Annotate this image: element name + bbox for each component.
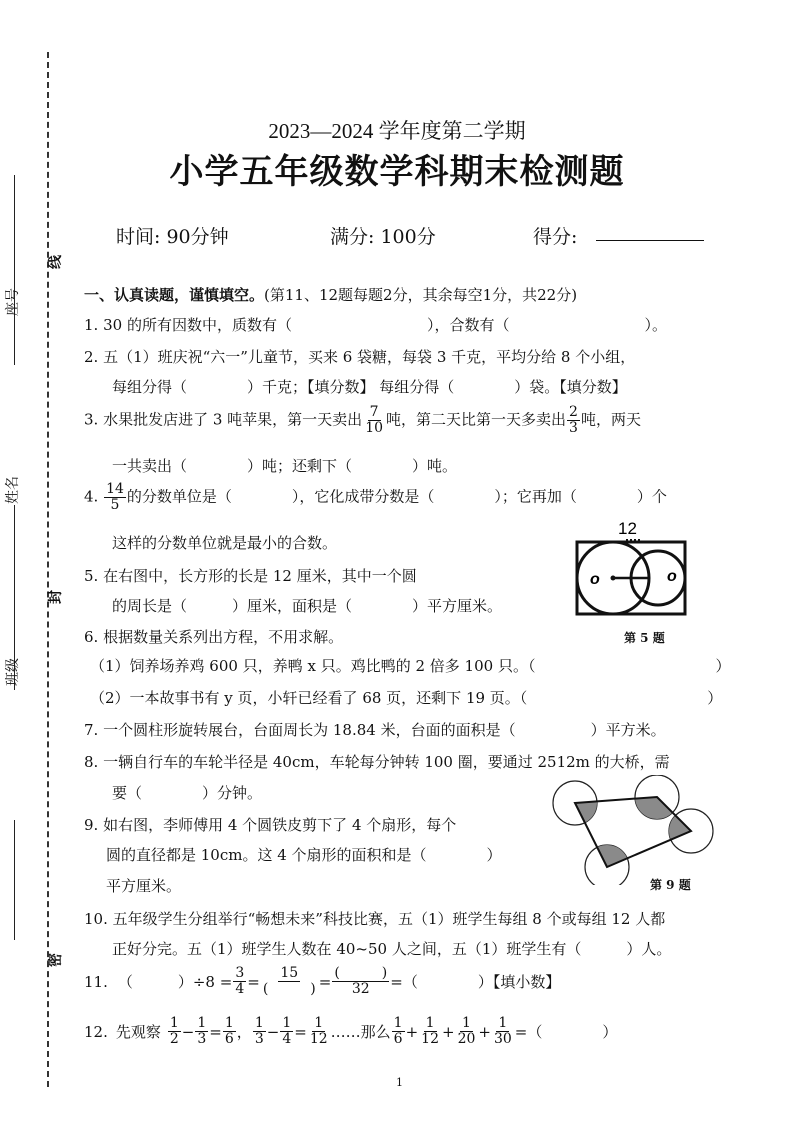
fraction: $\frac{14}{5}$	[106, 481, 124, 513]
figure-5	[568, 518, 694, 638]
question-number: 7.	[84, 721, 99, 739]
question-10-line-2: 正好分完。五（1）班学生人数在 40~50 人之间，五（1）班学生有（ ）人。	[112, 940, 672, 958]
question-2-line-2: 每组分得（ ）千克；【填分数】 每组分得（ ）袋。【填分数】	[112, 378, 627, 396]
question-8-line-2: 要（ ）分钟。	[112, 784, 263, 802]
question-text: 30 的所有因数中，质数有（ ），合数有（ ）。	[103, 316, 667, 334]
fraction: $\frac{15}{( )}$	[262, 965, 316, 997]
question-6-sub-2: （2）一本故事书有 y 页，小轩已经看了 68 页，还剩下 19 页。（ ）	[90, 689, 723, 707]
section-note: (第11、12题每题2分，其余每空1分，共22分)	[264, 286, 578, 304]
question-9-line-3: 平方厘米。	[106, 877, 182, 895]
question-number: 11.	[84, 972, 108, 991]
figure-9	[545, 775, 727, 885]
seal-char-secret: 密	[48, 953, 64, 967]
question-text: 五（1）班庆祝“六一”儿童节，买来 6 袋糖，每袋 3 千克，平均分给 8 个小组，	[103, 348, 636, 366]
seat-name-rule	[14, 175, 15, 365]
score-label: 得分:	[533, 226, 578, 248]
question-number: 5.	[84, 567, 99, 585]
section-title: 一、认真读题，谨慎填空。	[84, 286, 265, 304]
question-7: 7. 一个圆柱形旋转展台，台面周长为 18.84 米，台面的面积是（ ）平方米。	[84, 721, 666, 739]
question-9-line-2: 圆的直径都是 10cm。这 4 个扇形的面积和是（ ）	[106, 846, 502, 864]
question-4: 4. $\frac{14}{5}$ 的分数单位是（ ），它化成带分数是（ ）；它再加（ ）个	[84, 481, 667, 513]
question-10: 10. 五年级学生分组举行“畅想未来”科技比赛，五（1）班学生每组 8 个或每组 12 人都	[84, 910, 666, 928]
exam-time: 时间: 90分钟	[116, 226, 229, 248]
question-8: 8. 一辆自行车的车轮半径是 40cm，车轮每分钟转 100 圈，要通过 2512m 的大桥，需	[84, 753, 670, 771]
section-heading	[84, 284, 577, 305]
full-score: 满分: 100分	[330, 226, 436, 248]
question-5: 5. 在右图中，长方形的长是 12 厘米，其中一个圆	[84, 567, 417, 585]
question-number: 10.	[84, 910, 108, 928]
page-number: 1	[396, 1076, 403, 1089]
question-2	[84, 347, 635, 367]
question-1	[84, 315, 667, 335]
question-3: 3. 水果批发店进了 3 吨苹果，第一天卖出 $\frac{7}{10}$ 吨，第二天比第一天多卖出 $\frac{2}{3}$ 吨，两天	[84, 404, 641, 436]
question-6-sub-1: （1）饲养场养鸡 600 只，养鸭 x 只。鸡比鸭的 2 倍多 100 只。（ ）	[90, 657, 731, 675]
question-number: 1.	[84, 316, 99, 334]
figure-5-caption: 第 5 题	[624, 631, 665, 645]
exam-title: 小学五年级数学科期末检测题	[169, 152, 625, 192]
figure-5-center-dot	[611, 576, 616, 581]
question-12: 12. 先观察 $\frac{1}{2}$ − $\frac{1}{3}$ = $\frac{1}{6}$ ， $\frac{1}{3}$ − $\frac{1}{4}$ = $\frac{1}{12}$ ……那么 $\frac{1}{6}$ + $\frac{1}{12}$ + $\frac{1}{20}$ + $\frac{1}{30}$ =（ ）	[84, 1015, 618, 1047]
fraction: $\frac{( )}{32}$	[334, 965, 388, 997]
question-3-line-2: 一共卖出（ ）吨；还剩下（ ）吨。	[112, 457, 458, 475]
seat-label: 座号	[5, 288, 21, 316]
question-number: 4.	[84, 487, 99, 506]
school-year: 2023—2024 学年度第二学期	[268, 119, 526, 143]
name-label: 姓名	[5, 476, 21, 504]
question-11: 11. （ ）÷8 = $\frac{3}{4}$ = $\frac{15}{( )}$ = $\frac{( )}{32}$ =（ ）【填小数】	[84, 965, 561, 997]
question-number: 12.	[84, 1022, 108, 1041]
question-number: 6.	[84, 628, 99, 646]
question-6: 6. 根据数量关系列出方程，不用求解。	[84, 628, 344, 646]
binding-dashed-line	[47, 52, 49, 1087]
figure-5-length-label: 12	[618, 519, 637, 538]
seal-char-line: 线	[48, 255, 64, 269]
figure-5-center-left: o	[590, 571, 600, 588]
question-number: 8.	[84, 753, 99, 771]
question-number: 3.	[84, 410, 99, 429]
seal-char-seal: 封	[48, 590, 64, 604]
class-label: 班级	[5, 658, 21, 686]
bottom-rule	[14, 820, 15, 940]
question-4-line-2: 这样的分数单位就是最小的合数。	[112, 534, 338, 552]
figure-9-caption: 第 9 题	[650, 878, 691, 892]
figure-5-center-right: o	[667, 568, 677, 585]
score-blank	[596, 240, 704, 241]
fraction: $\frac{3}{4}$	[235, 965, 245, 997]
fraction: $\frac{7}{10}$	[365, 404, 384, 436]
question-9: 9. 如右图，李师傅用 4 个圆铁皮剪下了 4 个扇形，每个	[84, 816, 457, 834]
question-number: 9.	[84, 816, 99, 834]
question-5-line-2: 的周长是（ ）厘米，面积是（ ）平方厘米。	[112, 597, 503, 615]
fraction: $\frac{2}{3}$	[569, 404, 578, 436]
question-number: 2.	[84, 348, 99, 366]
